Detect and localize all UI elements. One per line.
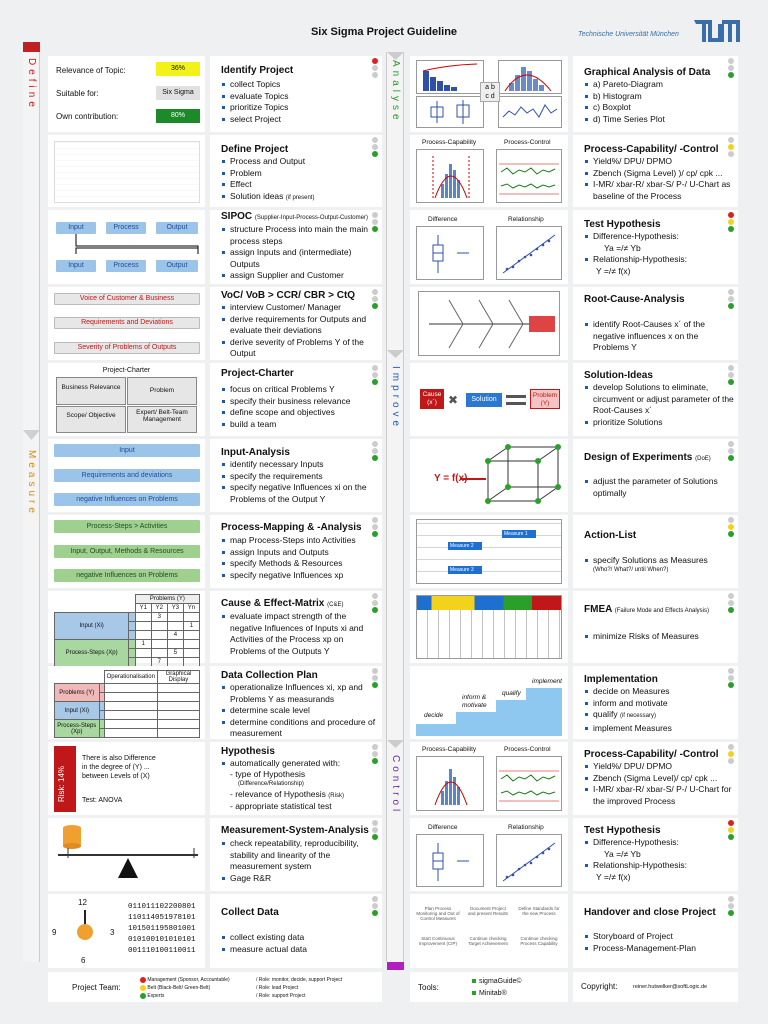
- control-capability-diagram: [410, 742, 568, 815]
- control-test-hypothesis-diagram: [410, 818, 568, 891]
- list-item: Problem: [221, 168, 314, 180]
- solution-ideas-diagram: [410, 363, 568, 436]
- test-hypothesis-title: Test Hypothesis: [584, 219, 661, 230]
- traffic-light-icon: [372, 289, 378, 310]
- test-hypothesis-card: [573, 210, 738, 284]
- control-capability-list: [584, 761, 734, 807]
- handover-box: Document Project and present Results: [467, 906, 509, 916]
- list-item: Relationship-Hypothesis:: [584, 254, 687, 266]
- influences-box: negative Influences on Problems: [54, 569, 200, 582]
- doe-diagram: [410, 439, 568, 512]
- list-item: b) Histogram: [584, 91, 665, 103]
- msa-list: [221, 838, 377, 884]
- relationship-label: Relationship: [508, 216, 544, 223]
- process-capability-list: [584, 156, 734, 202]
- handover-title: Handover and close Project: [584, 907, 716, 918]
- list-item: decide on Measures: [584, 686, 672, 698]
- tum-logo: [694, 20, 740, 42]
- process-mapping-title: Process-Mapping & -Analysis: [221, 522, 362, 533]
- list-item: interview Customer/ Manager: [221, 302, 377, 314]
- list-item: operationalize Influences xi, xp and Problems Y as measurands: [221, 682, 377, 705]
- input-analysis-title: Input-Analysis: [221, 447, 290, 458]
- fmea-subtitle: (Failure Mode and Effects Analysis): [614, 608, 710, 614]
- copyright-email: reiner.hutwelker@softLogic.de: [633, 984, 708, 990]
- msa-card: [210, 818, 382, 891]
- list-item: identify necessary Inputs: [221, 459, 377, 471]
- binary-data: 011011102200801 110114051978101 101501195801001 010100101010101 001110100110011: [128, 903, 196, 955]
- process-capability-title: Process-Capability/ -Control: [584, 144, 719, 155]
- list-item: prioritize Solutions: [584, 417, 734, 429]
- ce-subtitle: (C&E): [327, 602, 344, 608]
- ce-title: Cause & Effect-Matrix: [221, 598, 325, 609]
- charter-title: Project-Charter: [221, 368, 294, 379]
- relationship-label: Relationship: [508, 824, 544, 831]
- doe-subtitle: (DoE): [695, 456, 711, 462]
- list-item: Ya =/≠ Yb: [604, 848, 641, 859]
- fmea-diagram: [410, 591, 568, 663]
- cross-icon: ✖: [448, 393, 459, 407]
- severity-box: Severity of Problems of Outputs: [54, 342, 200, 354]
- list-item: structure Process into main the main process steps: [221, 224, 377, 247]
- clock-number: 3: [110, 928, 115, 937]
- resources-box: Input, Output, Methods & Resources: [54, 545, 200, 558]
- list-item: c) Boxplot: [584, 102, 665, 114]
- list-item: collect Topics: [221, 79, 288, 91]
- page-title: Six Sigma Project Guideline: [310, 26, 458, 38]
- traffic-light-icon: [728, 365, 734, 386]
- sipoc-process-box: Process: [106, 222, 146, 234]
- traffic-light-icon: [728, 593, 734, 614]
- action-list-title: Action-List: [584, 530, 637, 541]
- list-item: d) Time Series Plot: [584, 114, 665, 126]
- traffic-light-icon: [728, 896, 734, 917]
- sipoc-diagram: [48, 210, 205, 284]
- clock-number: 6: [81, 956, 86, 965]
- team-label: Project Team:: [72, 983, 121, 992]
- fmea-title: FMEA: [584, 604, 612, 615]
- graphical-analysis-list: [584, 79, 665, 125]
- sipoc-output-box: Output: [156, 222, 198, 234]
- list-item: qualify (if necessary): [584, 709, 672, 723]
- control-capability-title: Process-Capability/ -Control: [584, 749, 719, 760]
- charter-table-title: Project-Charter: [102, 367, 151, 374]
- handover-box: Continue checking Target Achievement: [468, 936, 508, 946]
- clock-number: 12: [78, 898, 87, 907]
- charter-diagram: [48, 363, 205, 436]
- list-item: inform and motivate: [584, 698, 672, 710]
- implementation-title: Implementation: [584, 674, 658, 685]
- ce-row-process: Process-Steps (Xp): [55, 640, 129, 667]
- capability-label: Process-Capability: [422, 139, 477, 146]
- charter-card: [210, 363, 382, 436]
- traffic-light-icon: [372, 896, 378, 917]
- list-item: automatically generated with:: [221, 758, 340, 770]
- root-cause-title: Root-Cause-Analysis: [584, 294, 685, 305]
- data-collection-diagram: [48, 666, 205, 739]
- define-project-card: [210, 135, 382, 207]
- measure-bar: Measure 3: [448, 566, 482, 574]
- identify-title: Identify Project: [221, 65, 294, 76]
- list-item: focus on critical Problems Y: [221, 384, 350, 396]
- phase-define: Define: [26, 58, 37, 111]
- process-mapping-list: [221, 535, 356, 581]
- list-item: Zbench (Sigma Level)/ cp/ cpk ...: [584, 773, 734, 785]
- traffic-light-icon: [728, 212, 734, 233]
- tools-list: sigmaGuide© Minitab®: [472, 976, 522, 1000]
- handover-box: Continue checking Process Capability: [520, 936, 558, 946]
- list-item: Difference-Hypothesis:: [584, 231, 687, 243]
- right-phase-bar: [386, 52, 404, 962]
- cause-box: Cause (x´): [420, 389, 444, 409]
- sipoc-list: [221, 224, 377, 282]
- list-item: Storyboard of Project: [584, 931, 696, 943]
- control-test-hypothesis-card: [573, 818, 738, 891]
- data-collection-card: [210, 666, 382, 739]
- equals-icon: [506, 395, 526, 405]
- list-item: Solution ideas (if present): [221, 191, 314, 205]
- list-item: prioritize Topics: [221, 102, 288, 114]
- graphical-analysis-card: [573, 56, 738, 132]
- difference-label: Difference: [428, 216, 458, 223]
- input-analysis-card: [210, 439, 382, 512]
- list-item: evaluate Topics: [221, 91, 288, 103]
- traffic-light-icon: [728, 289, 734, 310]
- control-test-hypothesis-title: Test Hypothesis: [584, 825, 661, 836]
- list-item: assign Inputs and (intermediate) Outputs: [221, 247, 377, 270]
- suitable-label: Suitable for:: [56, 89, 99, 98]
- list-item: measure actual data: [221, 944, 307, 956]
- data-collection-title: Data Collection Plan: [221, 670, 318, 681]
- traffic-light-icon: [728, 137, 734, 158]
- ce-list: [221, 611, 377, 657]
- input-analysis-list: [221, 459, 377, 505]
- hypothesis-diagram: [48, 742, 205, 815]
- sipoc-title: SIPOC: [221, 211, 253, 222]
- handover-box: Plan Process Monitoring and Out of Control Measures: [416, 906, 460, 921]
- list-item: Yield%/ DPU/ DPMO: [584, 156, 734, 168]
- test-hypothesis-list: [584, 231, 687, 277]
- tools-label: Tools:: [418, 983, 439, 992]
- team-dot-icon: [140, 985, 146, 991]
- copyright-footer: [573, 972, 738, 1002]
- sipoc-input-box: Input: [56, 260, 96, 272]
- doe-formula: Y = f(x): [434, 473, 468, 484]
- sipoc-card: [210, 210, 382, 284]
- solution-ideas-card: [573, 363, 738, 436]
- list-item: define scope and objectives: [221, 407, 350, 419]
- solution-ideas-title: Solution-Ideas: [584, 370, 653, 381]
- list-item: Process and Output: [221, 156, 314, 168]
- charter-list: [221, 384, 350, 430]
- contribution-value: 80%: [156, 109, 200, 123]
- list-item: minimize Risks of Measures: [584, 631, 734, 643]
- solution-box: Solution: [466, 393, 502, 407]
- list-item: specify negative Influences xp: [221, 570, 356, 582]
- tool-bullet-icon: [472, 991, 476, 995]
- requirements-box: Requirements and deviations: [54, 469, 200, 482]
- voc-card: [210, 287, 382, 360]
- process-steps-box: Process-Steps > Activities: [54, 520, 200, 533]
- action-list-card: [573, 515, 738, 588]
- ce-head: Problems (Y): [135, 595, 199, 604]
- process-capability-card: [573, 135, 738, 207]
- charter-cell: Scope/ Objective: [56, 406, 126, 433]
- voc-title: VoC/ VoB > CCR/ CBR > CtQ: [221, 290, 356, 301]
- list-item: determine conditions and procedure of measurement: [221, 717, 377, 740]
- list-item: adjust the parameter of Solutions optimally: [584, 476, 734, 499]
- collect-data-card: [210, 894, 382, 968]
- action-list-note: (Who?/ What?/ until When?): [593, 567, 669, 573]
- root-cause-card: [573, 287, 738, 360]
- traffic-light-icon: [372, 137, 378, 158]
- copyright-label: Copyright:: [581, 982, 618, 991]
- list-item: Yield%/ DPU/ DPMO: [584, 761, 734, 773]
- list-item: Y =/≠ f(x): [596, 871, 631, 882]
- list-item: Process-Management-Plan: [584, 943, 696, 955]
- root-cause-diagram: [410, 287, 568, 360]
- process-mapping-diagram: [48, 515, 205, 588]
- traffic-light-icon: [728, 668, 734, 689]
- control-label: Process-Control: [504, 139, 551, 146]
- chart-letters: a b c d: [480, 82, 500, 102]
- charter-cell: Problem: [127, 377, 197, 405]
- list-item: assign Supplier and Customer: [221, 270, 377, 282]
- doe-title: Design of Experiments: [584, 452, 693, 463]
- list-item: collect existing data: [221, 932, 307, 944]
- list-item: a) Pareto-Diagram: [584, 79, 665, 91]
- list-item: check repeatability, reproducibility, stability and linearity of the measurement system: [221, 838, 377, 873]
- implementation-card: [573, 666, 738, 739]
- traffic-light-icon: [728, 744, 734, 765]
- step-label: inform & motivate: [462, 694, 487, 709]
- balance-scale-icon: [48, 818, 205, 891]
- traffic-light-icon: [372, 365, 378, 386]
- list-item: Gage R&R: [221, 873, 377, 885]
- implementation-diagram: [410, 666, 568, 739]
- capability-label: Process-Capability: [422, 746, 477, 753]
- fmea-card: [573, 591, 738, 663]
- contribution-label: Own contribution:: [56, 112, 119, 121]
- end-marker: [387, 962, 404, 970]
- control-test-hypothesis-list: [584, 837, 687, 883]
- doe-list: [584, 476, 734, 499]
- list-item: Y =/≠ f(x): [596, 265, 631, 276]
- charter-cell: Business Relevance: [56, 377, 126, 405]
- phase-improve: Improve: [390, 366, 401, 431]
- traffic-light-icon: [372, 212, 378, 233]
- handover-box: Define Standards for the new Process: [518, 906, 560, 916]
- university-name: Technische Universität München: [578, 31, 679, 38]
- test-hypothesis-diagram: [410, 210, 568, 284]
- step-label: implement: [532, 678, 562, 685]
- hypothesis-list: [221, 758, 340, 770]
- phase-measure: Measure: [26, 450, 37, 517]
- doe-card: [573, 439, 738, 512]
- list-item: specify negative Influences xi on the Problems of the Output Y: [221, 482, 377, 505]
- fmea-list: [584, 631, 734, 643]
- identify-project-card: [210, 56, 382, 132]
- list-item: identify Root-Causes x´ of the negative influences x on the Problems Y: [584, 319, 734, 354]
- measure-bar: Measure 2: [448, 542, 482, 550]
- identify-list: [221, 79, 288, 125]
- data-collection-table: Operationalisation Graphical Display Problems (Y) Input (Xi) Process-Steps (Xp): [54, 670, 200, 738]
- hypothesis-test: Test: ANOVA: [82, 797, 123, 804]
- traffic-light-icon: [372, 441, 378, 462]
- traffic-light-icon: [728, 441, 734, 462]
- clock-icon: [68, 908, 108, 954]
- voc-box: Voice of Customer & Business: [54, 293, 200, 305]
- hypothesis-title: Hypothesis: [221, 746, 275, 757]
- traffic-light-icon: [728, 517, 734, 538]
- control-label: Process-Control: [504, 746, 551, 753]
- process-mapping-card: [210, 515, 382, 588]
- traffic-light-icon: [372, 517, 378, 538]
- list-item: build a team: [221, 419, 350, 431]
- hypothesis-card: [210, 742, 382, 815]
- input-analysis-diagram: [48, 439, 205, 512]
- define-title: Define Project: [221, 144, 289, 155]
- collect-data-title: Collect Data: [221, 907, 279, 918]
- list-item: implement Measures: [584, 723, 672, 735]
- suitable-value: Six Sigma: [156, 86, 200, 100]
- sipoc-input-box: Input: [56, 222, 96, 234]
- collect-data-diagram: [48, 894, 205, 968]
- list-item: derive requirements for Outputs and evaluate their deviations: [221, 314, 377, 337]
- list-item: specify the requirements: [221, 471, 377, 483]
- influences-box: negative Influences on Problems: [54, 493, 200, 506]
- list-item: specify Solutions as Measures: [584, 555, 734, 567]
- ce-matrix-table: Problems (Y) Y1 Y2 Y3 Yn Input (Xi) 3 1 4 Process-Steps (Xp) 1 5 7: [54, 594, 200, 667]
- clock-number: 9: [52, 928, 57, 937]
- team-dot-icon: [140, 977, 146, 983]
- voc-diagram: [48, 287, 205, 360]
- handover-diagram: [410, 894, 568, 968]
- hypothesis-text: There is also Difference in the degree of (Y) ... between Levels of (X): [82, 755, 156, 780]
- hypothesis-sublist: - type of Hypothesis (Difference/Relationship) - relevance of Hypothesis (Risk) - appropriate statistical test: [230, 769, 344, 811]
- graphical-analysis-diagram: [410, 56, 568, 132]
- graphical-analysis-title: Graphical Analysis of Data: [584, 67, 711, 78]
- relevance-card: [48, 56, 205, 132]
- traffic-light-icon: [728, 58, 734, 79]
- list-item: I-MR/ xbar-R/ xbar-S/ P-/ U-Chart as baseline of the Process: [584, 179, 734, 202]
- implementation-list: [584, 686, 672, 734]
- action-list-list: [584, 555, 734, 567]
- list-item: determine scale level: [221, 705, 377, 717]
- traffic-light-icon: [372, 668, 378, 689]
- control-capability-card: [573, 742, 738, 815]
- root-cause-list: [584, 319, 734, 354]
- collect-data-list: [221, 932, 307, 955]
- step-label: decide: [424, 712, 444, 719]
- define-project-thumbnail: [48, 135, 205, 207]
- tools-footer: [410, 972, 568, 1002]
- list-item: derive severity of Problems Y of the Output: [221, 337, 377, 360]
- list-item: specify Methods & Resources: [221, 558, 356, 570]
- charter-cell: Expert/ Belt-Team Management: [127, 406, 197, 433]
- list-item: Zbench (Sigma Level) )/ cp/ cpk ...: [584, 168, 734, 180]
- list-item: select Project: [221, 114, 288, 126]
- process-capability-diagram: [410, 135, 568, 207]
- measure-bar: Measure 1: [502, 530, 536, 538]
- sipoc-subtitle: (Supplier-Input-Process-Output-Customer): [254, 215, 368, 221]
- ce-row-input: Input (Xi): [55, 613, 129, 640]
- ce-matrix-diagram: [48, 591, 205, 663]
- define-list: [221, 156, 314, 204]
- handover-card: [573, 894, 738, 968]
- traffic-light-icon: [728, 820, 734, 841]
- traffic-light-icon: [372, 58, 378, 79]
- list-item: Effect: [221, 179, 314, 191]
- role-list: / Role: monitor, decide, support Project / Role: lead Project / Role: support Project: [256, 977, 343, 999]
- step-label: qualify: [502, 690, 521, 697]
- project-team-footer: [48, 972, 382, 1002]
- msa-title: Measurement-System-Analysis: [221, 825, 369, 836]
- sipoc-process-box: Process: [106, 260, 146, 272]
- team-list: Management (Sponsor, Accountable) Belt (Black-Belt/ Green-Belt) Experts: [140, 976, 230, 1000]
- phase-control: Control: [390, 755, 401, 816]
- team-dot-icon: [140, 993, 146, 999]
- input-box: Input: [54, 444, 200, 457]
- difference-label: Difference: [428, 824, 458, 831]
- list-item: evaluate impact strength of the negative Influences of Inputs xi and Activities of the Process xp on Problems of the Outputs Y: [221, 611, 377, 657]
- list-item: map Process-Steps into Activities: [221, 535, 356, 547]
- requirements-box: Requirements and Deviations: [54, 317, 200, 329]
- handover-list: [584, 931, 696, 954]
- hypothesis-risk: Risk: 14%: [57, 765, 66, 802]
- traffic-light-icon: [372, 820, 378, 841]
- traffic-light-icon: [372, 744, 378, 765]
- voc-list: [221, 302, 377, 360]
- ce-matrix-card: [210, 591, 382, 663]
- list-item: assign Inputs and Outputs: [221, 547, 356, 559]
- sipoc-output-box: Output: [156, 260, 198, 272]
- list-item: Relationship-Hypothesis:: [584, 860, 687, 872]
- list-item: Difference-Hypothesis:: [584, 837, 687, 849]
- problem-box: Problem (Y): [530, 389, 560, 409]
- action-list-diagram: [410, 515, 568, 588]
- define-marker: [23, 42, 40, 52]
- list-item: specify their business relevance: [221, 396, 350, 408]
- relevance-value: 36%: [156, 62, 200, 76]
- relevance-label: Relevance of Topic:: [56, 66, 126, 75]
- list-item: Ya =/≠ Yb: [604, 242, 641, 253]
- msa-diagram: [48, 818, 205, 891]
- list-item: develop Solutions to eliminate, circumvent or adjust parameter of the Root-Causes x´: [584, 382, 734, 417]
- traffic-light-icon: [372, 593, 378, 614]
- data-collection-list: [221, 682, 377, 740]
- handover-box: Start Continuous Improvement (CIP): [418, 936, 457, 946]
- tool-bullet-icon: [472, 979, 476, 983]
- solution-ideas-list: [584, 382, 734, 428]
- phase-analyse: Analyse: [390, 60, 401, 124]
- list-item: I-MR/ xbar-R/ xbar-S/ P-/ U-Chart for the improved Process: [584, 784, 734, 807]
- sipoc-arrows: [48, 210, 205, 284]
